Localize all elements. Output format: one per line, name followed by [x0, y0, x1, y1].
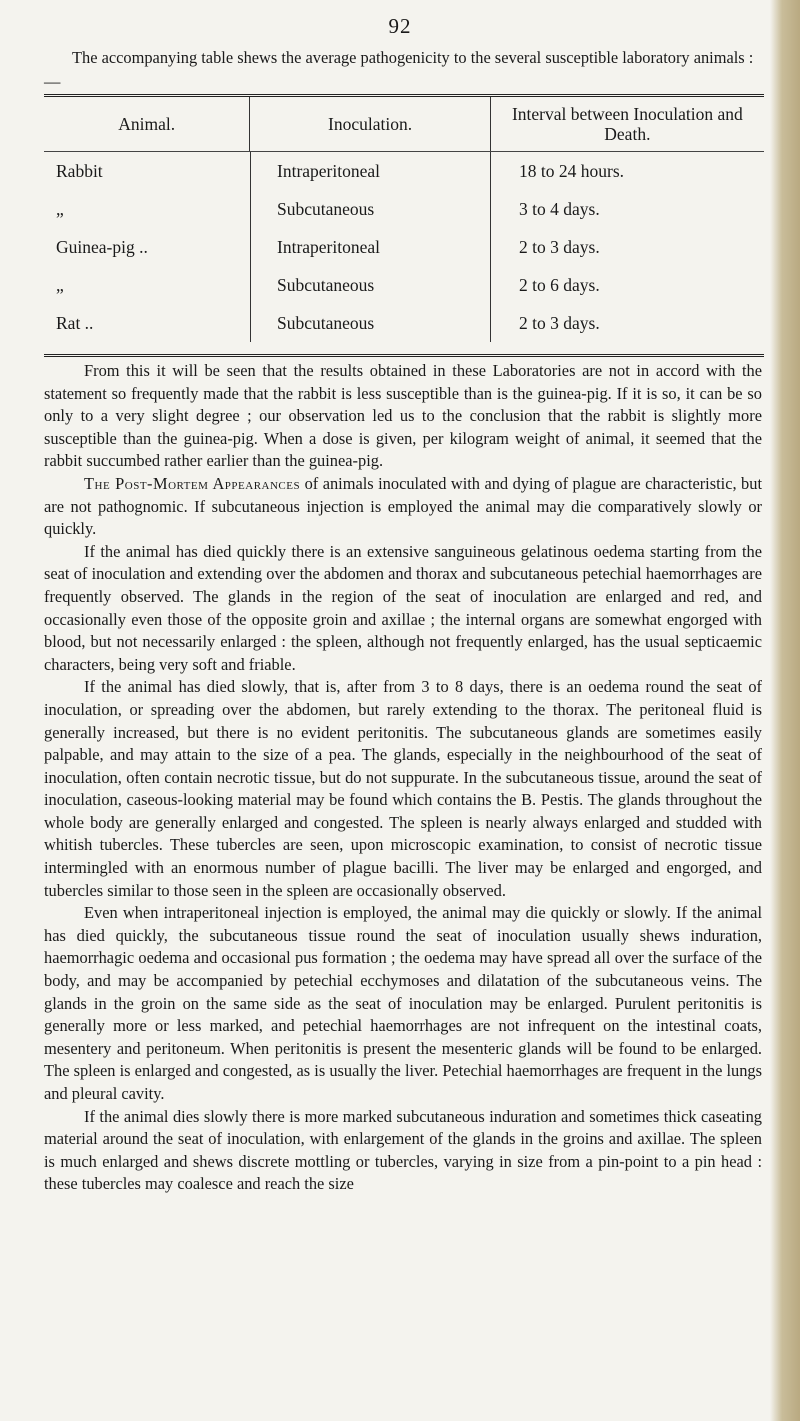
- post-mortem-text: of animals inoculated with and dying of plague are characteristic, but are not pathognomic. If subcutaneous injection is employed the animal may die comparatively slowly or quickly.: [44, 473, 762, 539]
- paragraph-died-slowly: If the animal has died slowly, that is, after from 3 to 8 days, there is an oedema round the seat of inoculation, or spreading over the abdomen, but rarely extending to the thorax. The peritoneal fluid is generally increased, but there is no evident peritonitis. The subcutaneous glands are sometimes easily palpable, and may attain to the size of a pea. The glands, especially in the neighbourhood of the seat of inoculation, often contain necrotic tissue, but do not suppurate. In the subcutaneous tissue, around the seat of inoculation, caseous-looking material may be found which contains the B. Pestis. The glands throughout the whole body are generally enlarged and congested. The spleen is nearly always enlarged and studded with whitish tubercles. These tubercles are seen, upon microscopic examination, to consist of necrotic tissue intermingled with an enormous number of plague bacilli. The liver may be enlarged and engorged, and tubercles similar to those seen in the spleen are occasionally observed.: [44, 677, 762, 900]
- cell-inoculation: Intraperitoneal: [250, 152, 490, 190]
- body-text: [44, 360, 762, 1196]
- paragraph-dies-slowly: If the animal dies slowly there is more marked subcutaneous induration and sometimes thick caseating material around the seat of inoculation, with enlargement of the glands in the groins and axillae. The spleen is much enlarged and shews discrete mottling or tubercles, varying in size from a pin-point to a pin head : these tubercles may coalesce and reach the size: [44, 1106, 762, 1194]
- cell-interval: 2 to 3 days.: [490, 228, 764, 266]
- table-row: [44, 190, 764, 228]
- header-interval: Interval between Inoculation and Death.: [490, 97, 764, 151]
- paragraph-post-mortem: [44, 473, 762, 541]
- page-number: 92: [388, 14, 412, 38]
- cell-animal: „: [56, 198, 64, 219]
- post-mortem-heading: The Post-Mortem Appearances: [84, 473, 301, 493]
- page-edge: [770, 0, 800, 1421]
- paragraph-died-quickly: If the animal has died quickly there is an extensive sanguineous gelatinous oedema starting from the seat of inoculation and extending over the abdomen and thorax and subcutaneous petechial haemorrhages are frequently observed. The glands in the region of the seat of inoculation are enlarged and red, and occasionally even those of the opposite groin and axillae ; the internal organs are somewhat engorged with blood, but not necessarily enlarged : the spleen, although not frequently enlarged, has the usual septicaemic characters, being very soft and friable.: [44, 541, 762, 674]
- cell-animal: Rat ..: [56, 312, 94, 333]
- table-row: [44, 228, 764, 266]
- header-animal: Animal.: [118, 114, 176, 134]
- cell-interval: 3 to 4 days.: [490, 190, 764, 228]
- cell-interval: 18 to 24 hours.: [490, 152, 764, 190]
- header-inoculation: Inoculation.: [249, 97, 489, 151]
- table-row: [44, 304, 764, 342]
- pathogenicity-table: [44, 94, 764, 357]
- cell-inoculation: Intraperitoneal: [250, 228, 490, 266]
- cell-inoculation: Subcutaneous: [250, 304, 490, 342]
- cell-animal: Rabbit: [56, 160, 103, 181]
- cell-interval: 2 to 6 days.: [490, 266, 764, 304]
- paragraph-results: From this it will be seen that the results obtained in these Laboratories are not in accord with the statement so frequently made that the rabbit is less susceptible than is the guinea-pig. If it is so, it can be so only to a very slight degree ; our observation led us to the conclusion that the rabbit is slightly more susceptible than the guinea-pig. When a dose is given, per kilogram weight of animal, it seemed that the rabbit succumbed rather earlier than the guinea-pig.: [44, 361, 762, 471]
- table-row: [44, 266, 764, 304]
- cell-animal: „: [56, 274, 64, 295]
- cell-inoculation: Subcutaneous: [250, 266, 490, 304]
- cell-inoculation: Subcutaneous: [250, 190, 490, 228]
- paragraph-intraperitoneal: Even when intraperitoneal injection is employed, the animal may die quickly or slowly. If the animal has died quickly, the subcutaneous tissue round the seat of inoculation usually shews induration, haemorrhagic oedema and occasional pus formation ; the oedema may have spread all over the surface of the body, and may be accompanied by petechial ecchymoses and dilatation of the subcutaneous veins. The glands in the groin on the same side as the seat of inoculation may be enlarged. Purulent peritonitis is generally more or less marked, and petechial haemorrhages are not infrequent on the intestinal coats, mesentery and peritoneum. When peritonitis is present the mesenteric glands will be found to be enlarged. The spleen is enlarged and congested, as is usually the liver. Petechial haemorrhages are frequent in the lungs and pleural cavity.: [44, 903, 762, 1103]
- cell-animal: Guinea-pig ..: [56, 236, 148, 257]
- table-header: [44, 97, 764, 152]
- intro-paragraph: The accompanying table shews the average pathogenicity to the several susceptible laboratory animals :—: [44, 48, 754, 91]
- cell-interval: 2 to 3 days.: [490, 304, 764, 342]
- table-row: [44, 152, 764, 190]
